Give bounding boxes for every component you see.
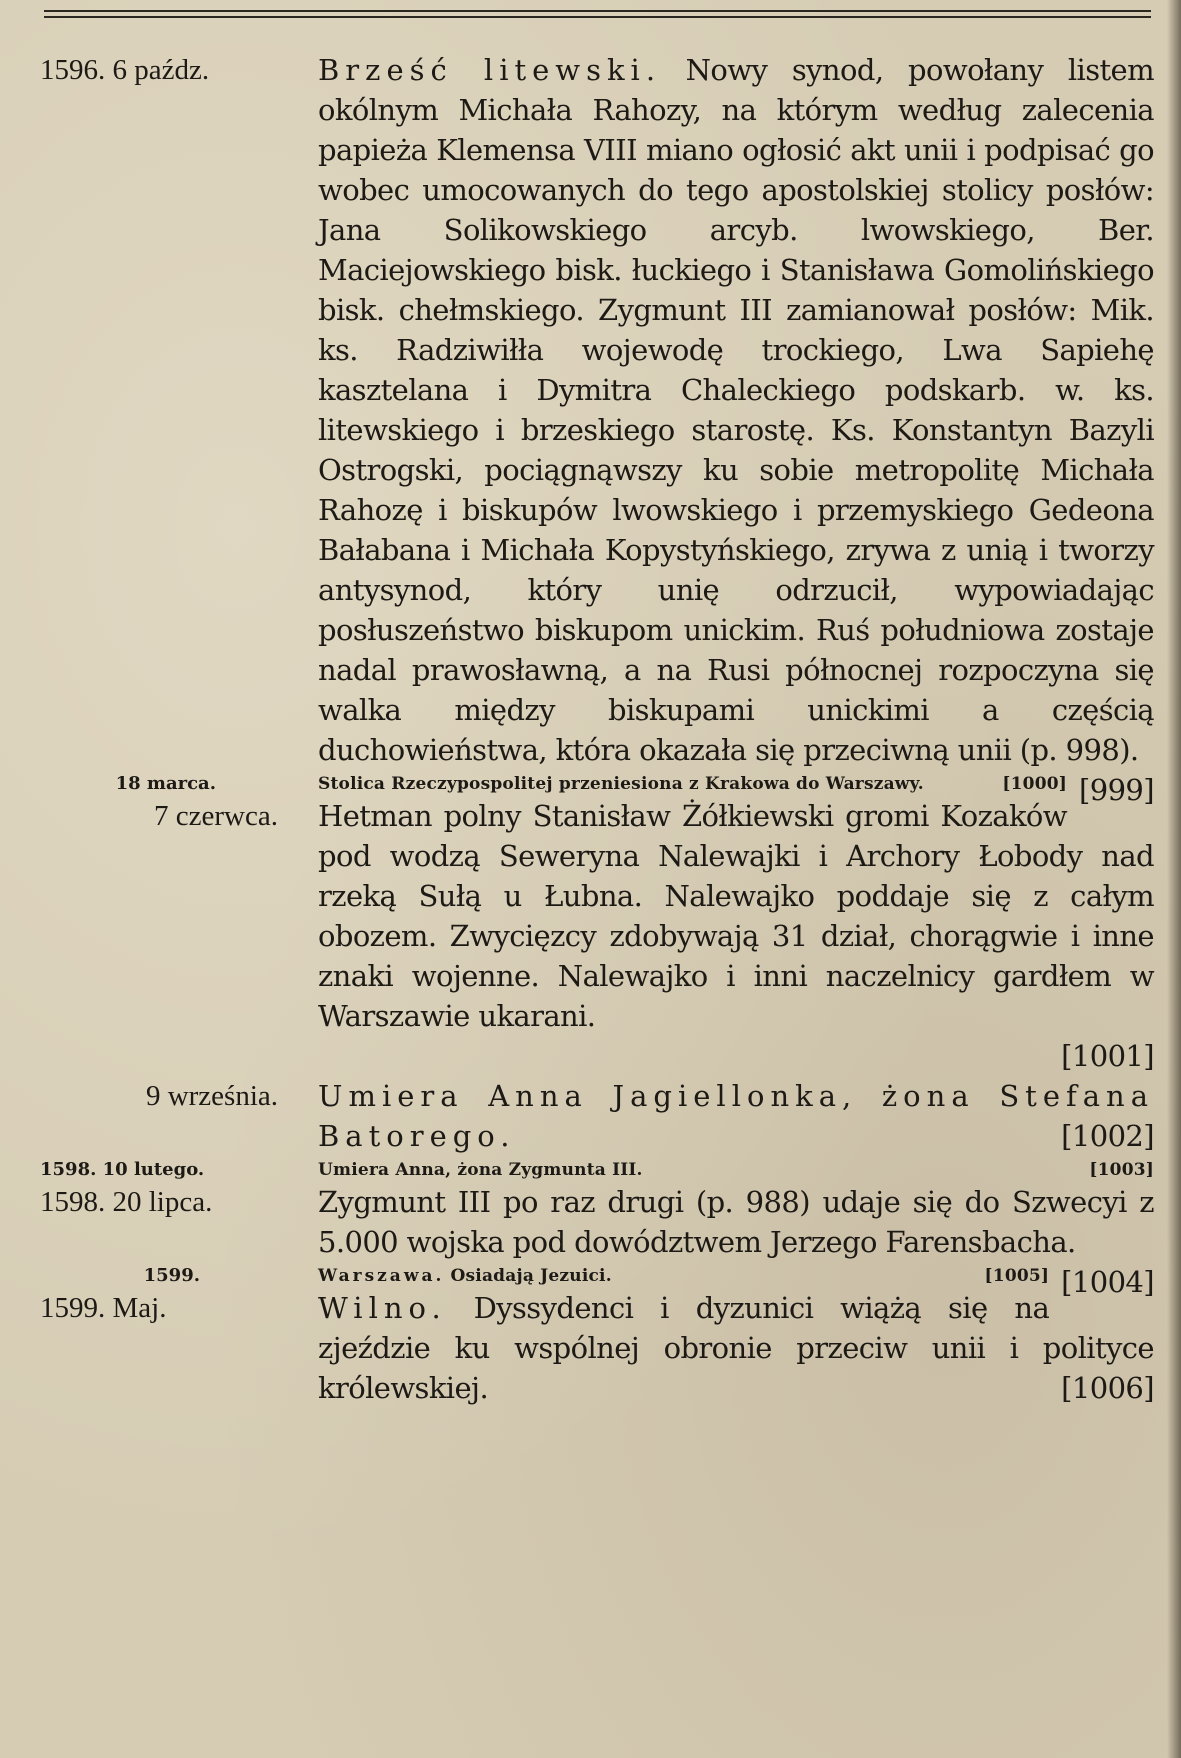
entry-text: [318, 772, 1154, 796]
entry-1002: [0, 1076, 1181, 1156]
entry-number-line: [318, 1036, 1154, 1076]
entry-number: [1003]: [1089, 1160, 1154, 1180]
entry-date: 1596. 6 paźdz.: [40, 54, 210, 86]
entry-body: Nowy synod, powołany listem okólnym Michała Rahozy, na którym według zalecenia papieża Klemensa VIII miano ogłosić akt unii i podpisać go wobec umocowanych do tego apostolskiej stolicy posłów: Jana Solikowskiego arcyb. lwowskiego, Ber. Maciejowskiego bisk. łuckiego i Stanisława Gomolińskiego bisk. chełmskiego. Zygmunt III zamianował posłów: Mik. ks. Radziwiłła wojewodę trockiego, Lwa Sapiehę kasztelana i Dymitra Chaleckiego podskarb. w. ks. litewskiego i brzeskiego starostę. Ks. Konstantyn Bazyli Ostrogski, pociągnąwszy ku sobie metropolitę Michała Rahozę i biskupów lwowskiego i przemyskiego Gedeona Bałabana i Michała Kopystyńskiego, zrywa z unią i tworzy antysynod, który unię odrzucił, wypowiadając posłuszeństwo biskupom unickim. Ruś południowa zostaje nadal prawosławną, a na Rusi północnej rozpoczyna się walka między biskupami unickimi a częścią duchowieństwa, która okazała się przeciwną unii (p. 998).: [318, 53, 1155, 767]
entry-1000: [0, 772, 1181, 796]
entry-number: [1001]: [1061, 1039, 1154, 1073]
entry-1003: [0, 1158, 1181, 1182]
entry-place: Warszawa.: [318, 1266, 445, 1286]
chronology-entries: [0, 50, 1181, 1408]
entry-body: Dyssydenci i dyzunici wiążą się na zjeździe ku wspólnej obronie przeciw unii i polityce królewskiej.: [318, 1291, 1154, 1405]
top-double-rule: [44, 10, 1151, 18]
entry-number: [1004]: [1061, 1265, 1154, 1299]
entry-place: Brześć litewski.: [318, 53, 662, 87]
entry-place: Wilno.: [318, 1291, 447, 1325]
entry-number: [1005]: [984, 1266, 1050, 1286]
entry-date: 1599.: [143, 1265, 200, 1286]
entry-body: Hetman polny Stanisław Żółkiewski gromi Kozaków pod wodzą Seweryna Nalewajki i Archory Łobody nad rzeką Sułą u Łubna. Nalewajko poddaje się z całym obozem. Zwycięzcy zdobywają 31 dział, chorągwie i inne znaki wojenne. Nalewajko i inni naczelnicy gardłem w Warszawie ukarani.: [318, 799, 1154, 1033]
entry-text: [318, 796, 1154, 1036]
entry-1006: [0, 1288, 1181, 1408]
entry-date: 7 czerwca.: [154, 800, 278, 832]
entry-date: 9 września.: [145, 1080, 278, 1112]
entry-1005: [0, 1264, 1181, 1288]
entry-date: 18 marca.: [115, 773, 216, 794]
entry-number: [999]: [1079, 773, 1154, 807]
entry-text: [318, 1264, 1154, 1288]
entry-text: [318, 1288, 1154, 1408]
entry-body: Zygmunt III po raz drugi (p. 988) udaje się do Szwecyi z 5.000 wojska pod dowództwem Jerzego Farensbacha.: [318, 1185, 1154, 1259]
entry-body: Umiera Anna, żona Zygmunta III.: [318, 1160, 643, 1180]
entry-number: [1006]: [1061, 1371, 1154, 1405]
entry-body: Osiadają Jezuici.: [444, 1266, 612, 1286]
entry-body: Stolica Rzeczypospolitej przeniesiona z Krakowa do Warszawy.: [318, 774, 924, 794]
entry-date: 1598. 20 lipca.: [40, 1186, 213, 1218]
entry-1001: [0, 796, 1181, 1076]
entry-number: [1000]: [1002, 774, 1068, 794]
entry-text: [318, 1158, 1154, 1182]
entry-text: [318, 1076, 1154, 1156]
entry-number: [1002]: [1061, 1119, 1154, 1153]
entry-place: Umiera Anna Jagiellonka, żona Stefana Batorego.: [318, 1079, 1154, 1153]
entry-date: 1599. Maj.: [40, 1292, 167, 1324]
entry-date: 1598. 10 lutego.: [40, 1159, 205, 1180]
